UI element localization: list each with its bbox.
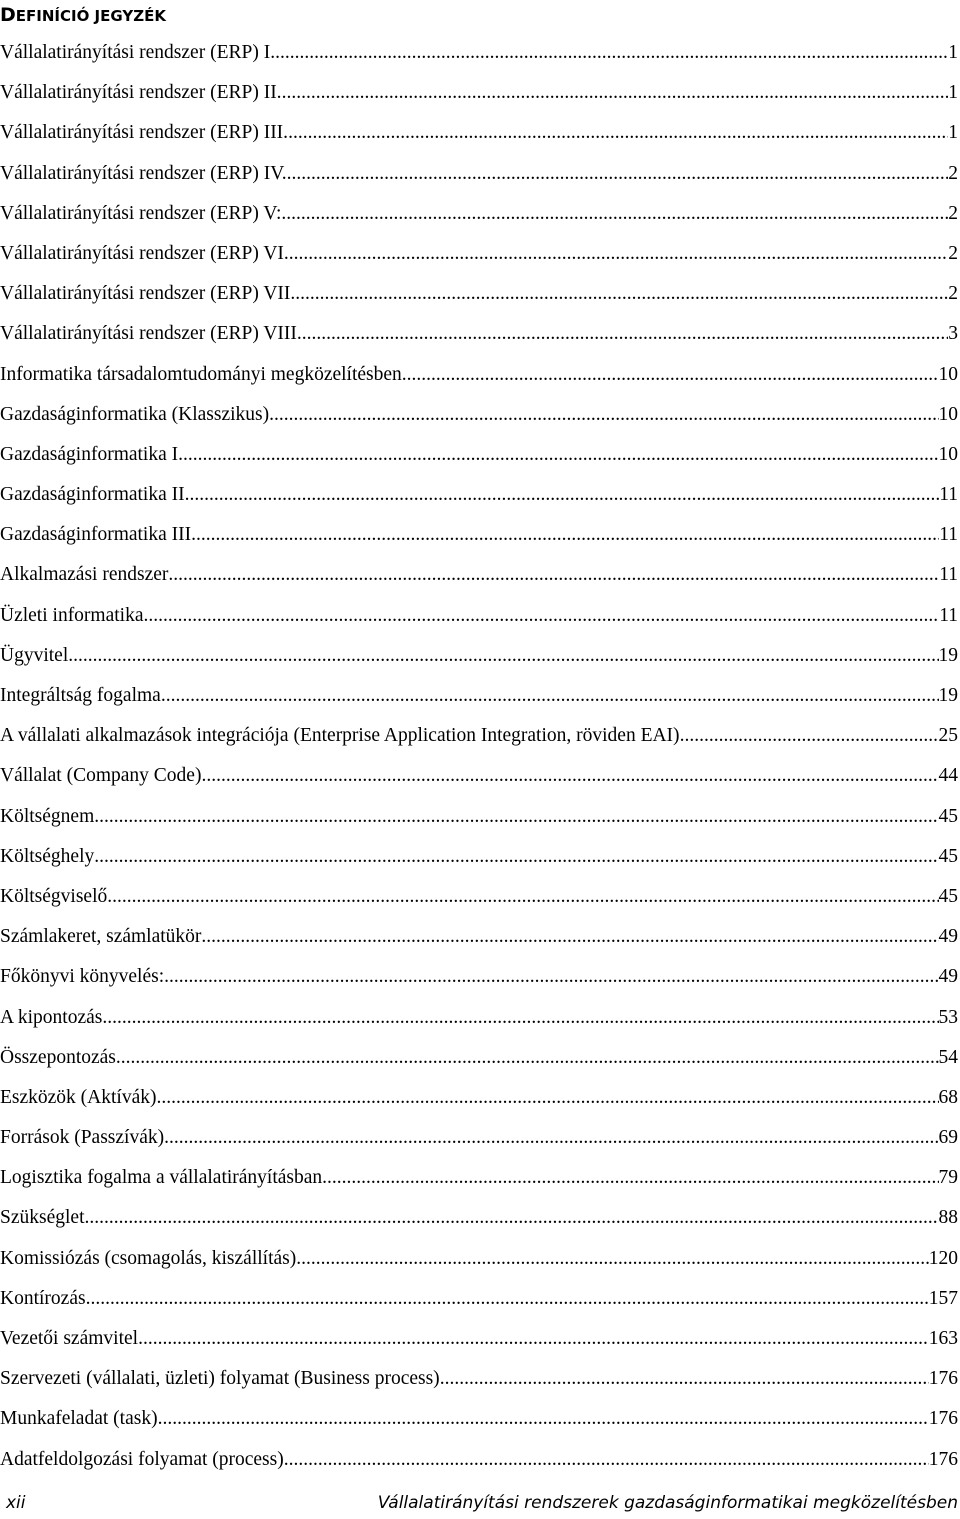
toc-entry-page: 49	[938, 926, 958, 948]
toc-entry-page: 45	[938, 805, 958, 827]
toc-entry-page: 45	[938, 845, 958, 867]
toc-entry[interactable]	[0, 1198, 958, 1238]
toc-entry-title: Költségnem	[0, 805, 95, 827]
toc-entry-page: 11	[939, 564, 958, 586]
toc-dot-leader	[196, 515, 939, 555]
toc-entry[interactable]	[0, 676, 958, 716]
definition-list	[0, 33, 958, 1480]
toc-dot-leader	[144, 596, 940, 636]
toc-entry-page: 1	[948, 82, 958, 104]
toc-entry-title: Költséghely	[0, 845, 95, 867]
toc-entry-title: Szervezeti (vállalati, üzleti) folyamat (Business process)	[0, 1368, 440, 1390]
toc-entry[interactable]	[0, 113, 958, 153]
toc-entry-title: Gazdaságinformatika II.	[0, 484, 190, 506]
toc-entry[interactable]	[0, 395, 958, 435]
toc-entry[interactable]	[0, 797, 958, 837]
toc-entry[interactable]	[0, 596, 958, 636]
toc-entry[interactable]	[0, 756, 958, 796]
toc-entry-title: Üzleti informatika	[0, 604, 144, 626]
toc-entry[interactable]	[0, 435, 958, 475]
toc-entry-page: 2	[948, 242, 958, 264]
toc-dot-leader	[94, 837, 938, 877]
toc-entry-title: Komissiózás (csomagolás, kiszállítás)	[0, 1247, 297, 1269]
toc-entry[interactable]	[0, 957, 958, 997]
toc-dot-leader	[107, 877, 938, 917]
toc-dot-leader	[322, 1158, 938, 1198]
toc-dot-leader	[440, 1359, 929, 1399]
toc-entry-title: Szükséglet	[0, 1207, 85, 1229]
toc-dot-leader	[282, 73, 949, 113]
toc-entry-page: 88	[938, 1207, 958, 1229]
toc-dot-leader	[168, 555, 939, 595]
toc-entry-title: Vállalatirányítási rendszer (ERP) V:	[0, 202, 282, 224]
toc-entry[interactable]	[0, 716, 958, 756]
toc-entry-page: 2	[948, 202, 958, 224]
toc-entry-title: Logisztika fogalma a vállalatirányításban	[0, 1167, 323, 1189]
toc-entry-title: Gazdaságinformatika I.	[0, 443, 184, 465]
toc-entry-title: Gazdaságinformatika (Klasszikus)	[0, 403, 270, 425]
toc-dot-leader	[275, 33, 948, 73]
toc-entry[interactable]	[0, 1279, 958, 1319]
toc-entry-title: Adatfeldolgozási folyamat (process).	[0, 1448, 289, 1470]
toc-dot-leader	[68, 636, 938, 676]
toc-entry-page: 10	[938, 403, 958, 425]
toc-entry-title: Források (Passzívák)	[0, 1127, 165, 1149]
toc-entry-page: 25	[938, 725, 958, 747]
toc-entry[interactable]	[0, 274, 958, 314]
toc-entry[interactable]	[0, 194, 958, 234]
toc-entry-page: 45	[938, 885, 958, 907]
toc-entry[interactable]	[0, 555, 958, 595]
toc-dot-leader	[94, 797, 938, 837]
toc-entry-page: 53	[938, 1006, 958, 1028]
toc-dot-leader	[269, 395, 938, 435]
toc-dot-leader	[158, 1399, 929, 1439]
toc-entry-title: Gazdaságinformatika III.	[0, 524, 196, 546]
toc-entry[interactable]	[0, 1118, 958, 1158]
toc-entry-page: 49	[938, 966, 958, 988]
toc-dot-leader	[287, 154, 949, 194]
toc-entry[interactable]	[0, 1440, 958, 1480]
toc-dot-leader	[138, 1319, 929, 1359]
toc-entry-page: 68	[938, 1086, 958, 1108]
toc-dot-leader	[161, 676, 939, 716]
toc-entry-title: A vállalati alkalmazások integrációja (Enterprise Application Integration, röviden EAI)	[0, 725, 680, 747]
toc-dot-leader	[288, 113, 948, 153]
toc-entry[interactable]	[0, 998, 958, 1038]
toc-dot-leader	[190, 475, 940, 515]
toc-entry-title: Vállalatirányítási rendszer (ERP) IV.	[0, 162, 287, 184]
toc-entry-page: 176	[928, 1448, 958, 1470]
toc-dot-leader	[289, 234, 948, 274]
toc-entry-title: Ügyvitel	[0, 644, 69, 666]
toc-entry-page: 176	[928, 1368, 958, 1390]
toc-entry-page: 19	[938, 644, 958, 666]
toc-entry[interactable]	[0, 877, 958, 917]
page-footer	[0, 1490, 958, 1516]
toc-entry-page: 44	[938, 765, 958, 787]
toc-entry[interactable]	[0, 515, 958, 555]
toc-entry[interactable]	[0, 234, 958, 274]
toc-entry[interactable]	[0, 1319, 958, 1359]
toc-dot-leader	[102, 998, 938, 1038]
toc-entry-page: 11	[939, 604, 958, 626]
toc-entry[interactable]	[0, 154, 958, 194]
toc-heading-initial: D	[0, 4, 16, 26]
toc-entry-page: 19	[938, 685, 958, 706]
toc-entry-title: Vállalatirányítási rendszer (ERP) II.	[0, 82, 282, 104]
toc-dot-leader	[295, 274, 948, 314]
toc-entry-page: 2	[948, 283, 958, 305]
toc-entry[interactable]	[0, 1399, 958, 1439]
toc-entry-page: 10	[938, 363, 958, 385]
toc-dot-leader	[183, 435, 938, 475]
toc-dot-leader	[201, 756, 938, 796]
toc-entry[interactable]	[0, 837, 958, 877]
toc-entry-title: Informatika társadalomtudományi megközelítésben	[0, 363, 402, 385]
toc-entry-title: A kipontozás	[0, 1006, 103, 1028]
toc-entry-title: Vezetői számvitel	[0, 1328, 139, 1349]
toc-entry[interactable]	[0, 1078, 958, 1118]
footer-book-title: Vállalatirányítási rendszerek gazdaságinformatikai megközelítésben	[377, 1493, 958, 1513]
toc-dot-leader	[281, 194, 948, 234]
toc-entry[interactable]	[0, 314, 958, 354]
toc-dot-leader	[164, 957, 938, 997]
toc-entry-page: 1	[948, 42, 958, 63]
toc-entry-title: Vállalatirányítási rendszer (ERP) I.	[0, 42, 276, 63]
toc-dot-leader	[84, 1198, 938, 1238]
toc-heading-rest: EFINÍCIÓ JEGYZÉK	[15, 7, 166, 25]
toc-heading	[0, 2, 166, 28]
toc-entry-title: Vállalatirányítási rendszer (ERP) III.	[0, 122, 289, 144]
toc-entry-page: 11	[939, 484, 958, 506]
footer-page-number: xii	[6, 1493, 26, 1513]
toc-dot-leader	[296, 1239, 929, 1279]
toc-entry[interactable]	[0, 1359, 958, 1399]
toc-entry[interactable]	[0, 355, 958, 395]
toc-entry-title: Költségviselő	[0, 885, 108, 907]
toc-entry-page: 79	[938, 1167, 958, 1189]
toc-entry-page: 54	[938, 1046, 958, 1068]
toc-entry-title: Integráltság fogalma	[0, 685, 161, 706]
toc-dot-leader	[402, 355, 939, 395]
toc-entry-title: Munkafeladat (task)	[0, 1408, 158, 1430]
toc-entry-title: Eszközök (Aktívák)	[0, 1086, 157, 1108]
toc-entry-title: Főkönyvi könyvelés:	[0, 966, 165, 988]
toc-entry-title: Vállalatirányítási rendszer (ERP) VI.	[0, 242, 289, 264]
toc-entry[interactable]	[0, 33, 958, 73]
toc-entry-title: Számlakeret, számlatükör	[0, 926, 202, 948]
toc-entry[interactable]	[0, 636, 958, 676]
toc-entry-page: 120	[928, 1247, 958, 1269]
toc-entry-title: Összepontozás	[0, 1046, 116, 1068]
toc-entry[interactable]	[0, 1038, 958, 1078]
toc-entry-page: 163	[928, 1328, 958, 1349]
toc-entry[interactable]	[0, 1158, 958, 1198]
toc-entry-page: 1	[948, 122, 958, 144]
toc-entry-title: Kontírozás	[0, 1287, 86, 1309]
toc-entry-page: 2	[948, 162, 958, 184]
toc-entry-title: Vállalat (Company Code)	[0, 765, 202, 787]
toc-dot-leader	[201, 917, 938, 957]
toc-entry-title: Alkalmazási rendszer	[0, 564, 169, 586]
toc-dot-leader	[164, 1118, 938, 1158]
toc-entry[interactable]	[0, 475, 958, 515]
toc-entry[interactable]	[0, 73, 958, 113]
toc-entry[interactable]	[0, 1239, 958, 1279]
toc-entry[interactable]	[0, 917, 958, 957]
toc-entry-page: 69	[938, 1127, 958, 1149]
toc-entry-page: 3	[948, 323, 958, 345]
toc-entry-page: 11	[939, 524, 958, 546]
toc-entry-title: Vállalatirányítási rendszer (ERP) VII.	[0, 283, 296, 305]
toc-entry-page: 157	[928, 1287, 958, 1309]
toc-dot-leader	[157, 1078, 939, 1118]
toc-dot-leader	[289, 1440, 929, 1480]
toc-dot-leader	[302, 314, 948, 354]
toc-entry-page: 176	[928, 1408, 958, 1430]
toc-dot-leader	[86, 1279, 929, 1319]
toc-dot-leader	[680, 716, 939, 756]
toc-entry-page: 10	[938, 443, 958, 465]
toc-dot-leader	[116, 1038, 939, 1078]
toc-entry-title: Vállalatirányítási rendszer (ERP) VIII.	[0, 323, 302, 345]
